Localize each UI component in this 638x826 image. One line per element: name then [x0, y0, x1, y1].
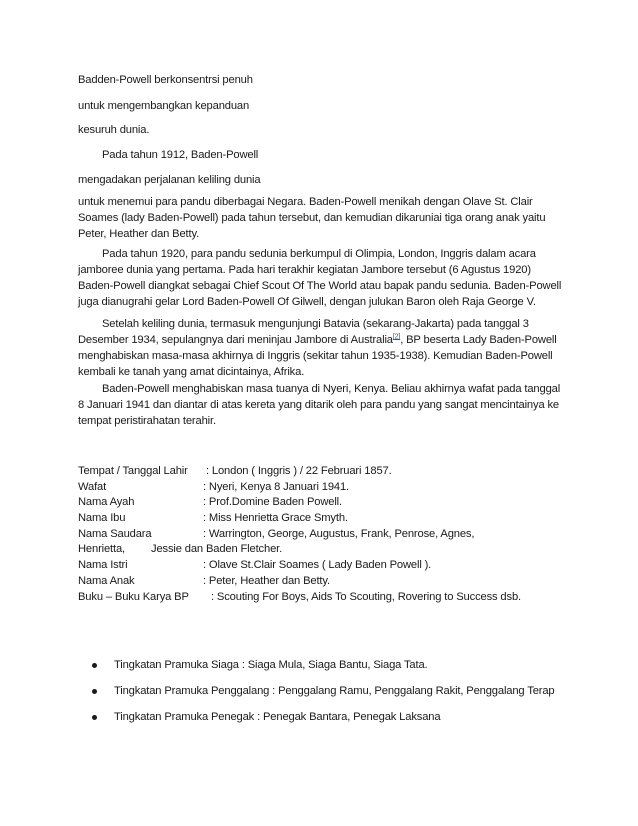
intro-line-1: Badden-Powell berkonsentrsi penuh	[78, 74, 253, 86]
bio-continuation: Henrietta,	[78, 543, 126, 556]
bio-label: Nama Ayah	[78, 496, 135, 509]
bio-label: Wafat	[78, 480, 107, 493]
intro-line-5: mengadakan perjalanan keliling dunia	[78, 174, 261, 186]
bio-value: : London ( Inggris ) / 22 Februari 1857.	[206, 465, 392, 477]
list-item	[92, 658, 555, 684]
bio-value: : Peter, Heather dan Betty.	[203, 574, 330, 587]
bio-row-siblings-cont	[78, 542, 578, 558]
paragraph-death	[78, 381, 566, 429]
bullet-icon	[92, 689, 97, 694]
paragraph-travel	[78, 316, 566, 380]
bio-row-death	[78, 480, 578, 496]
bullet-icon	[92, 715, 97, 720]
paragraph-jamboree-text: Pada tahun 1920, para pandu sedunia berkumpul di Olimpia, London, Inggris dalam acara jamboree dunia yang pertama. Pada hari terakhir kegiatan Jambore tersebut (6 Agustus 1920) Baden-Powell diangkat sebagai Chief Scout Of The World atau bapak pandu sedunia. Baden-Powell juga dianugrahi gelar Lord Baden-Powell Of Gilwell, dengan julukan Baron oleh Raja George V.	[78, 248, 562, 308]
bio-continuation: Jessie dan Baden Fletcher.	[151, 543, 283, 556]
bio-label: Tempat / Tanggal Lahir	[78, 465, 188, 477]
paragraph-jamboree	[78, 246, 566, 310]
bio-value: : Warrington, George, Augustus, Frank, Penrose, Agnes,	[203, 527, 475, 540]
citation-link[interactable]: [2]	[392, 333, 401, 341]
paragraph-travel-text-b: , BP beserta Lady Baden-Powell menghabiskan masa-masa akhirnya di Inggris (sekitar tahun 1935-1938). Kemudian Baden-Powell kembali ke tanah yang amat dicintainya, Afrika.	[78, 334, 557, 378]
bio-row-father	[78, 495, 578, 511]
bio-row-mother	[78, 511, 578, 527]
bio-value: : Scouting For Boys, Aids To Scouting, Rovering to Success dsb.	[211, 590, 521, 603]
rank-list	[92, 658, 555, 736]
bullet-icon	[92, 663, 97, 668]
list-item-text: Tingkatan Pramuka Penggalang : Penggalang Ramu, Penggalang Rakit, Penggalang Terap	[114, 685, 555, 697]
bio-row-wife	[78, 558, 578, 574]
bio-label: Nama Istri	[78, 559, 128, 572]
bio-label: Nama Anak	[78, 574, 135, 587]
bio-label: Buku – Buku Karya BP	[78, 590, 189, 603]
list-item	[92, 710, 555, 736]
bio-value: : Prof.Domine Baden Powell.	[203, 496, 342, 509]
bio-row-birth	[78, 464, 578, 480]
bio-value: : Miss Henrietta Grace Smyth.	[203, 512, 348, 525]
bio-row-siblings	[78, 527, 578, 543]
paragraph-travel-text-a: Setelah keliling dunia, termasuk mengunjungi Batavia (sekarang-Jakarta) pada tanggal 3 Desember 1934, sepulangnya dari meninjau Jambore di Australia	[78, 318, 529, 346]
intro-line-3: kesuruh dunia.	[78, 124, 150, 136]
bio-value: : Olave St.Clair Soames ( Lady Baden Powell ).	[203, 559, 432, 572]
paragraph-marriage	[78, 194, 566, 242]
intro-line-2: untuk mengembangkan kepanduan	[78, 100, 250, 112]
bio-row-books	[78, 590, 578, 606]
bio-label: Nama Saudara	[78, 527, 152, 540]
biodata-table	[78, 464, 578, 605]
list-item	[92, 684, 555, 710]
list-item-text: Tingkatan Pramuka Siaga : Siaga Mula, Siaga Bantu, Siaga Tata.	[114, 659, 428, 671]
bio-row-children	[78, 574, 578, 590]
paragraph-death-text: Baden-Powell menghabiskan masa tuanya di Nyeri, Kenya. Beliau akhirnya wafat pada tanggal 8 Januari 1941 dan diantar di atas kereta yang ditarik oleh para pandu yang sangat mencintainya ke tempat peristirahatan terahir.	[78, 383, 561, 427]
intro-line-4: Pada tahun 1912, Baden-Powell	[102, 149, 259, 161]
bio-label: Nama Ibu	[78, 512, 126, 525]
paragraph-marriage-text: untuk menemui para pandu diberbagai Negara. Baden-Powell menikah dengan Olave St. Clair Soames (lady Baden-Powell) pada tahun tersebut, dan kemudian dikaruniai tiga orang anak yaitu Peter, Heather dan Betty.	[78, 196, 546, 240]
list-item-text: Tingkatan Pramuka Penegak : Penegak Bantara, Penegak Laksana	[114, 711, 441, 723]
bio-value: : Nyeri, Kenya 8 Januari 1941.	[203, 480, 349, 493]
